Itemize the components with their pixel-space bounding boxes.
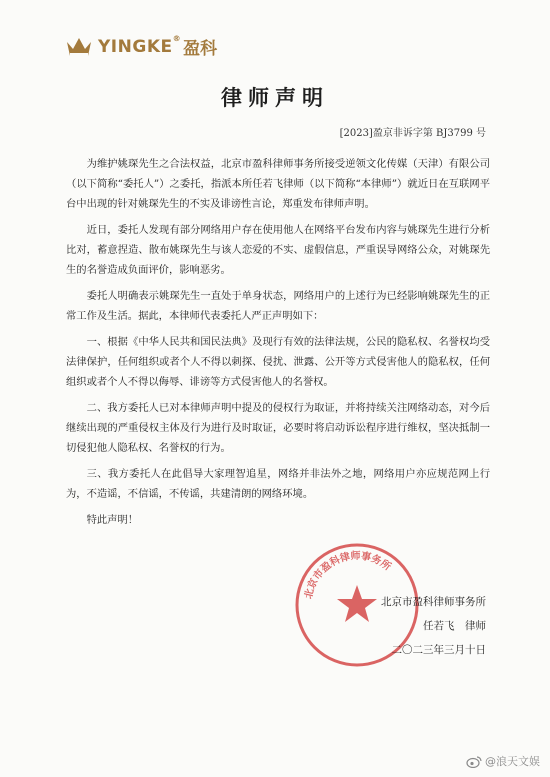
seal-text: 北京市盈科律师事务所 (303, 550, 393, 600)
weibo-icon (466, 755, 482, 768)
paragraph-intro: 为维护姚琛先生之合法权益，北京市盈科律师事务所接受逆领文化传媒（天津）有限公司（以下简称“委托人”）之委托，指派本所任若飞律师（以下简称“本律师”）就近日在互联网平台中出现的针对姚琛先生的不实及诽谤性言论，郑重发布律师声明。 (66, 158, 490, 210)
logo-registered: ® (172, 34, 182, 43)
watermark (466, 753, 540, 769)
document-title: 律师声明 (221, 85, 329, 110)
paragraph-background: 近日，委托人发现有部分网络用户存在使用他人在网络平台发布内容与姚琛先生进行分析比对，蓄意捏造、散布姚琛先生与该人恋爱的不实、虚假信息，严重误导网络公众，对姚琛先生的名誉造成负面评价，影响恶劣。 (66, 224, 490, 276)
crown-logo-icon (66, 36, 92, 58)
paragraph-declaration: 委托人明确表示姚琛先生一直处于单身状态，网络用户的上述行为已经影响姚琛先生的正常工作及生活。据此，本律师代表委托人严正声明如下： (66, 290, 490, 322)
paragraph-closing: 特此声明！ (86, 514, 139, 526)
seal-star-icon (337, 585, 377, 622)
statement-body (66, 154, 490, 536)
signature-firm: 北京市盈科律师事务所 (381, 596, 486, 608)
paragraph-point-1: 一、根据《中华人民共和国民法典》及现行有效的法律法规，公民的隐私权、名誉权均受法律保护，任何组织或者个人不得以刺探、侵扰、泄露、公开等方式侵害他人的隐私权，任何组织或者个人不得以侮辱、诽谤等方式侵害他人的名誉权。 (66, 336, 490, 388)
firm-logo (66, 34, 217, 59)
logo-chinese: 盈科 (183, 39, 218, 59)
watermark-text: @浪天文娱 (485, 755, 540, 768)
logo-english: YINGKE (98, 36, 173, 57)
signature-block (381, 590, 486, 662)
reference-number: [2023]盈京非诉字第 BJ3799 号 (339, 128, 486, 139)
signature-date: 二〇二三年三月十日 (391, 644, 486, 656)
signature-lawyer: 任若飞 律师 (423, 620, 486, 632)
paragraph-point-3: 三、我方委托人在此倡导大家理智追星，网络并非法外之地，网络用户亦应规范网上行为，不造谣，不信谣，不传谣，共建清朗的网络环境。 (66, 468, 490, 500)
paragraph-point-2: 二、我方委托人已对本律师声明中提及的侵权行为取证，并将持续关注网络动态，对今后继续出现的严重侵权主体及行为进行及时取证，必要时将启动诉讼程序进行维权，坚决抵制一切侵犯他人隐私权、名誉权的行为。 (66, 402, 490, 454)
